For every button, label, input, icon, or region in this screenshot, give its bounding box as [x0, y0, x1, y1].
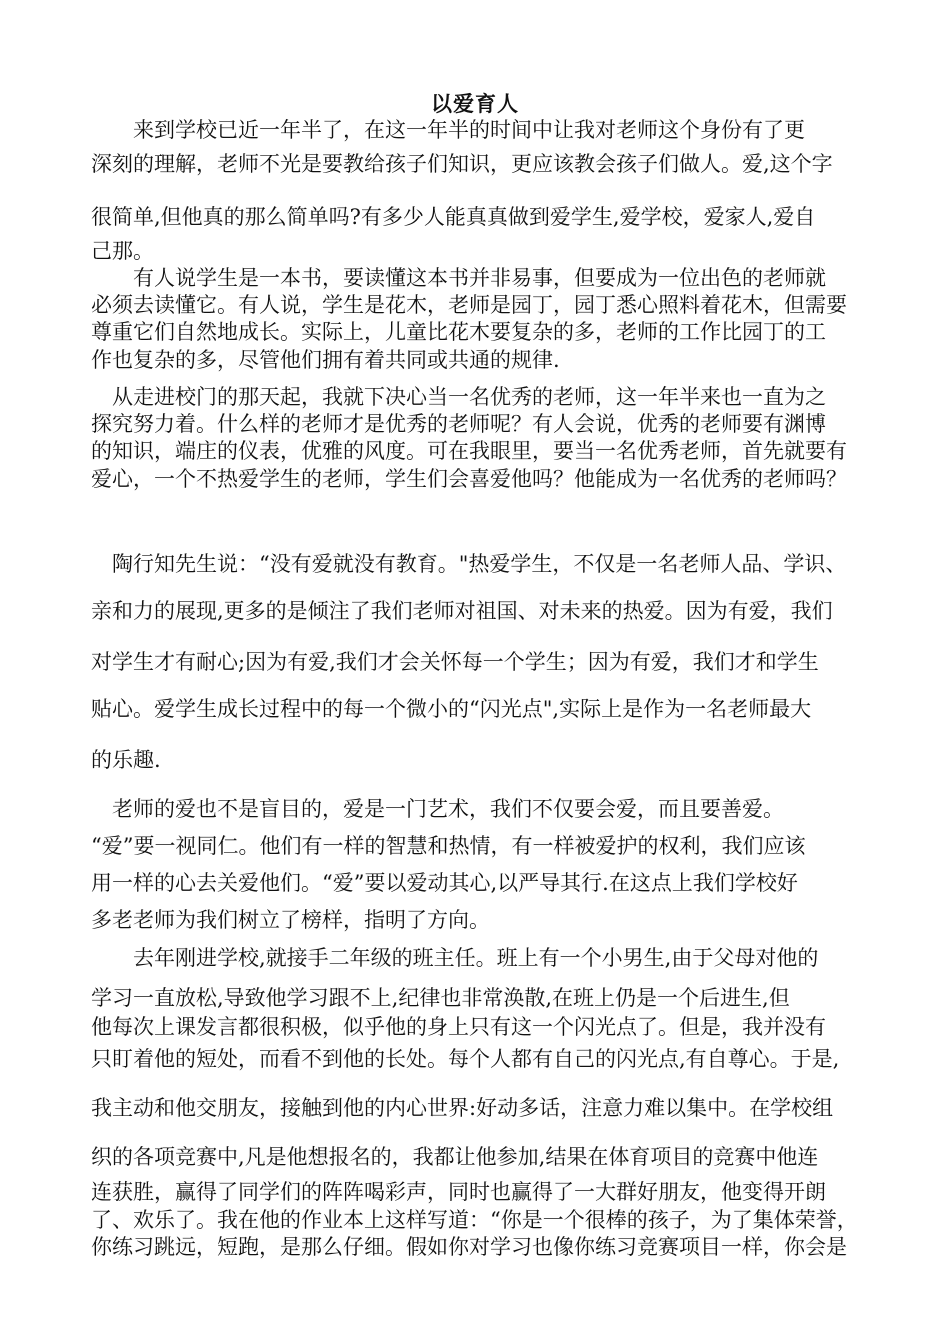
- text-line: 用一样的心去关爱他们。“爱”要以爱动其心,以严导其行.在这点上我们学校好: [91, 871, 798, 895]
- text-line: 去年刚进学校,就接手二年级的班主任。班上有一个小男生,由于父母对他的: [91, 946, 819, 970]
- text-line: 陶行知先生说：“没有爱就没有教育。"热爱学生，不仅是一名老师人品、学识、: [91, 552, 847, 576]
- text-line: 来到学校已近一年半了，在这一年半的时间中让我对老师这个身份有了更: [91, 118, 805, 142]
- text-line: “爱”要一视同仁。他们有一样的智慧和热情，有一样被爱护的权利，我们应该: [91, 834, 806, 858]
- document-title: 以爱育人: [431, 91, 519, 116]
- text-line: 贴心。爱学生成长过程中的每一个微小的“闪光点",实际上是作为一名老师最大: [91, 697, 812, 721]
- text-line: 了、欢乐了。我在他的作业本上这样写道：“你是一个很棒的孩子，为了集体荣誉，: [91, 1208, 858, 1232]
- text-line: 探究努力着。什么样的老师才是优秀的老师呢？有人会说，优秀的老师要有渊博: [91, 412, 826, 436]
- text-line: 爱心，一个不热爱学生的老师，学生们会喜爱他吗？他能成为一名优秀的老师吗？: [91, 467, 847, 491]
- text-line: 连获胜，赢得了同学们的阵阵喝彩声，同时也赢得了一大群好朋友，他变得开朗: [91, 1180, 826, 1204]
- text-line: 只盯着他的短处，而看不到他的长处。每个人都有自己的闪光点,有自尊心。于是,: [91, 1047, 840, 1071]
- text-line: 多老老师为我们树立了榜样，指明了方向。: [91, 908, 490, 932]
- text-line: 亲和力的展现,更多的是倾注了我们老师对祖国、对未来的热爱。因为有爱，我们: [91, 599, 833, 623]
- text-line: 学习一直放松,导致他学习跟不上,纪律也非常涣散,在班上仍是一个后进生,但: [91, 986, 790, 1010]
- text-line: 对学生才有耐心;因为有爱,我们才会关怀每一个学生；因为有爱，我们才和学生: [91, 650, 819, 674]
- text-line: 尊重它们自然地成长。实际上，儿童比花木要复杂的多，老师的工作比园丁的工: [91, 320, 826, 344]
- text-line: 织的各项竞赛中,凡是他想报名的，我都让他参加,结果在体育项目的竞赛中他连: [91, 1145, 819, 1169]
- text-line: 他每次上课发言都很积极，似乎他的身上只有这一个闪光点了。但是，我并没有: [91, 1015, 826, 1039]
- text-line: 作也复杂的多，尽管他们拥有着共同或共通的规律.: [91, 348, 560, 372]
- text-line: 老师的爱也不是盲目的，爱是一门艺术，我们不仅要会爱，而且要善爱。: [91, 797, 784, 821]
- text-line: 你练习跳远，短跑，是那么仔细。假如你对学习也像你练习竞赛项目一样，你会是: [91, 1235, 847, 1259]
- text-line: 很简单,但他真的那么简单吗?有多少人能真真做到爱学生,爱学校，爱家人,爱自: [91, 205, 816, 229]
- text-line: 必须去读懂它。有人说，学生是花木，老师是园丁，园丁悉心照料着花木，但需要: [91, 293, 847, 317]
- text-line: 的乐趣.: [91, 748, 161, 772]
- text-line: 深刻的理解，老师不光是要教给孩子们知识，更应该教会孩子们做人。爱,这个字: [91, 152, 833, 176]
- text-line: 从走进校门的那天起，我就下决心当一名优秀的老师，这一年半来也一直为之: [91, 385, 826, 409]
- text-line: 己那。: [91, 239, 154, 263]
- text-line: 有人说学生是一本书，要读懂这本书并非易事，但要成为一位出色的老师就: [91, 266, 826, 290]
- text-line: 的知识，端庄的仪表，优雅的风度。可在我眼里，要当一名优秀老师，首先就要有: [91, 439, 847, 463]
- text-line: 我主动和他交朋友，接触到他的内心世界:好动多话，注意力难以集中。在学校组: [91, 1096, 834, 1120]
